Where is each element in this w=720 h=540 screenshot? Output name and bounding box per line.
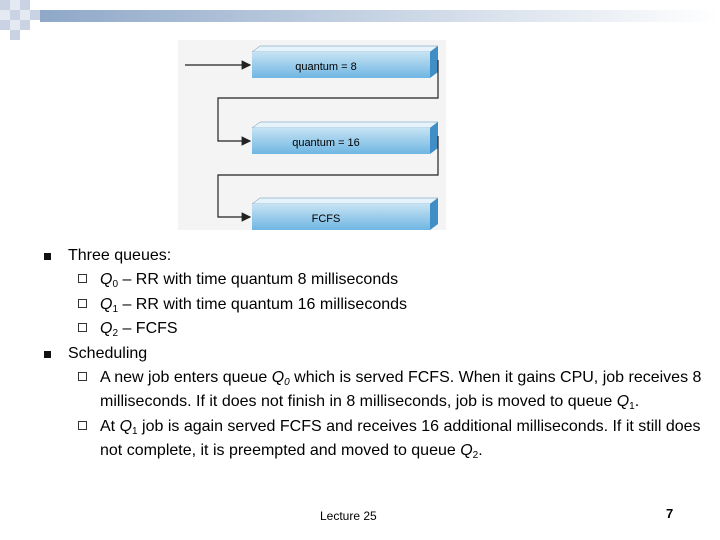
- hollow-square-bullet-icon: [78, 274, 87, 283]
- sub-bullet-q2: $Q_2$ – FCFS: [44, 317, 704, 341]
- multilevel-queue-diagram: [0, 0, 720, 240]
- slide-footer: Lecture 25: [320, 509, 377, 523]
- hollow-square-bullet-icon: [78, 372, 87, 381]
- page-number: 7: [666, 506, 674, 521]
- sub-bullet-new-job: A new job enters queue $Q_0$ which is served FCFS. When it gains CPU, job receives 8 milliseconds. If it does not finish in 8 milliseconds, job is moved to queue $Q_1$.: [44, 366, 704, 415]
- hollow-square-bullet-icon: [78, 299, 87, 308]
- sub-bullet-q0: $Q_0$ – RR with time quantum 8 milliseconds: [44, 268, 704, 292]
- bullet-scheduling: Scheduling: [44, 342, 704, 366]
- sub-bullet-q1-job: At $Q_1$ job is again served FCFS and receives 16 additional milliseconds. If it still does not complete, it is preempted and moved to queue $Q_2$.: [44, 415, 704, 464]
- queue-box-2: [252, 198, 438, 230]
- queue-label-1: quantum = 16: [292, 137, 360, 149]
- queue-label-0: quantum = 8: [295, 61, 357, 73]
- bullet-three-queues: Three queues:: [44, 244, 704, 268]
- queue-label-2: FCFS: [311, 213, 341, 225]
- sub-bullet-q1: $Q_1$ – RR with time quantum 16 milliseconds: [44, 293, 704, 317]
- bullet-list: [44, 244, 704, 464]
- square-bullet-icon: [44, 253, 51, 260]
- queue-box-1: [252, 122, 438, 154]
- hollow-square-bullet-icon: [78, 421, 87, 430]
- queue-box-0: [252, 46, 438, 78]
- hollow-square-bullet-icon: [78, 323, 87, 332]
- square-bullet-icon: [44, 351, 51, 358]
